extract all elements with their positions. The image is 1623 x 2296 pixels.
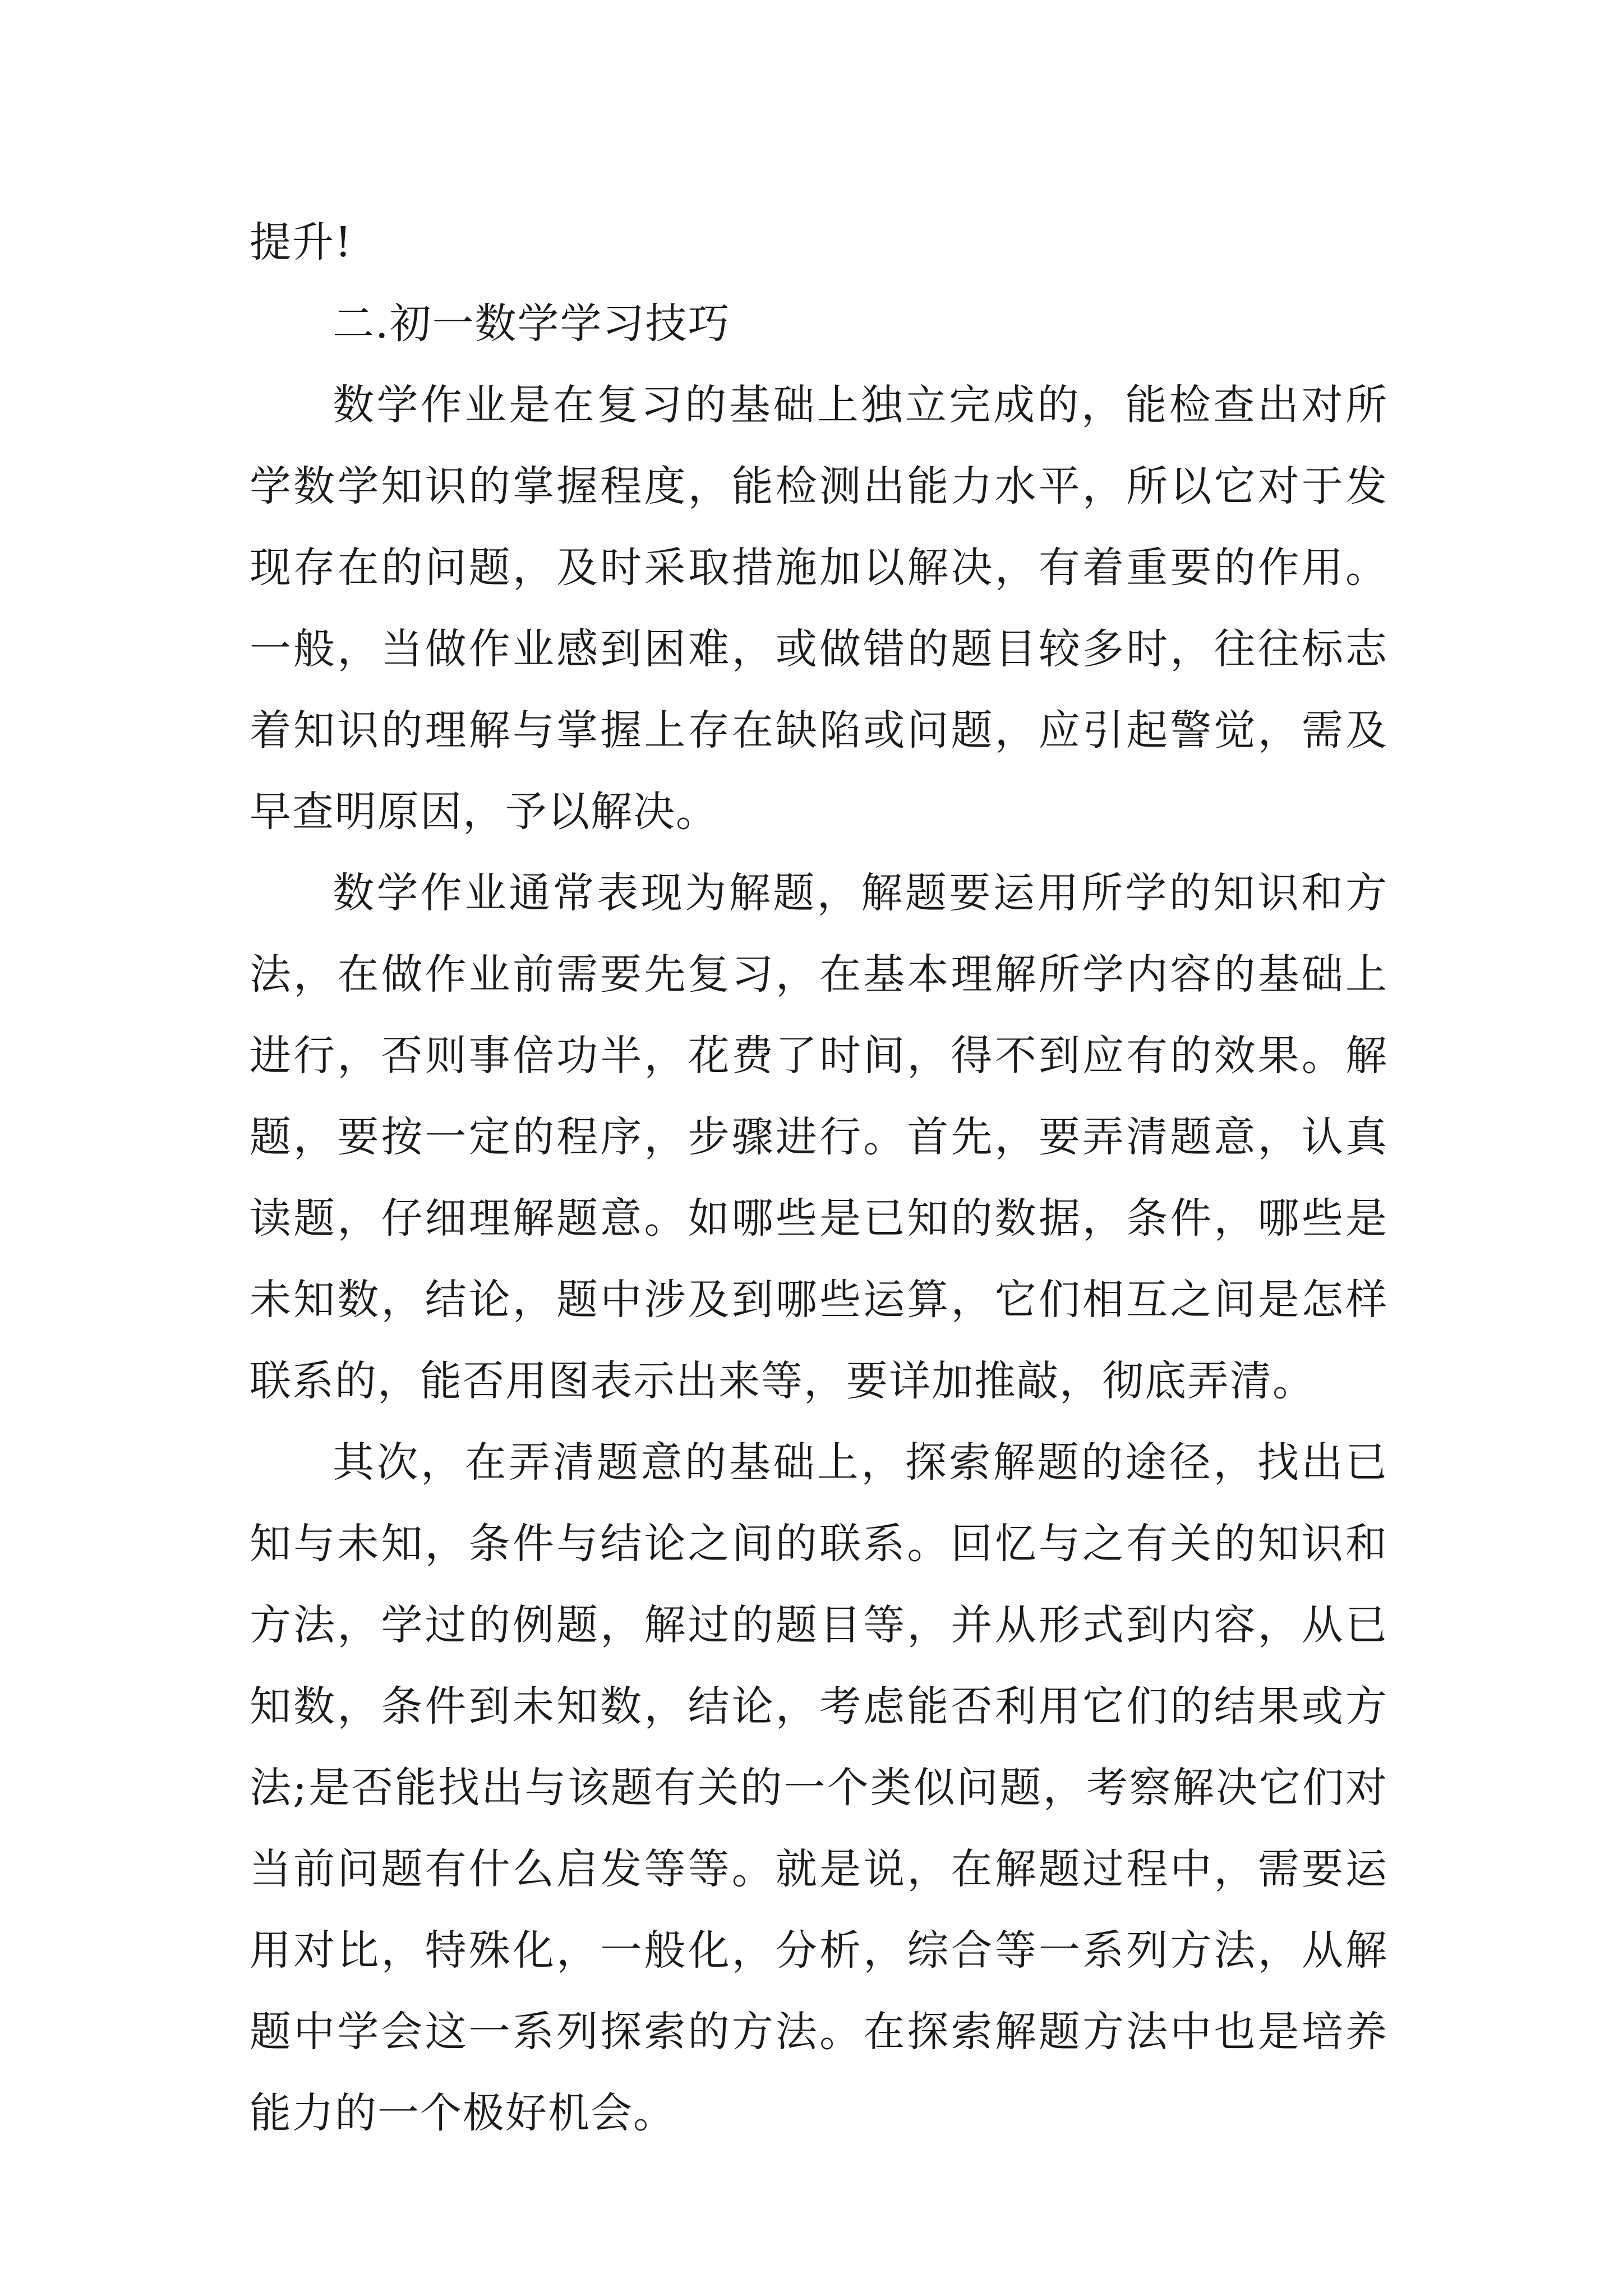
paragraph-3: 其次，在弄清题意的基础上，探索解题的途径，找出已知与未知，条件与结论之间的联系。回忆与之有关的知识和方法，学过的例题，解过的题目等，并从形式到内容，从已知数，条件到未知数，结论，考虑能否利用它们的结果或方法;是否能找出与该题有关的一个类似问题，考察解决它们对当前问题有什么启发等等。就是说，在解题过程中，需要运用对比，特殊化，一般化，分析，综合等一系列方法，从解题中学会这一系列探索的方法。在探索解题方法中也是培养能力的一个极好机会。	[250, 1438, 1388, 2137]
paragraph-2: 数学作业通常表现为解题，解题要运用所学的知识和方法，在做作业前需要先复习，在基本理解所学内容的基础上进行，否则事倍功半，花费了时间，得不到应有的效果。解题，要按一定的程序，步骤进行。首先，要弄清题意，认真读题，仔细理解题意。如哪些是已知的数据，条件，哪些是未知数，结论，题中涉及到哪些运算，它们相互之间是怎样联系的，能否用图表示出来等，要详加推敲，彻底弄清。	[250, 869, 1388, 1405]
document-page	[250, 202, 1388, 2154]
section-heading: 二.初一数学学习技巧	[333, 300, 731, 348]
paragraph-1: 数学作业是在复习的基础上独立完成的，能检查出对所学数学知识的掌握程度，能检测出能力水平，所以它对于发现存在的问题，及时采取措施加以解决，有着重要的作用。一般，当做作业感到困难，或做错的题目较多时，往往标志着知识的理解与掌握上存在缺陷或问题，应引起警觉，需及早查明原因，予以解决。	[250, 381, 1388, 836]
lead-fragment: 提升!	[250, 218, 353, 266]
